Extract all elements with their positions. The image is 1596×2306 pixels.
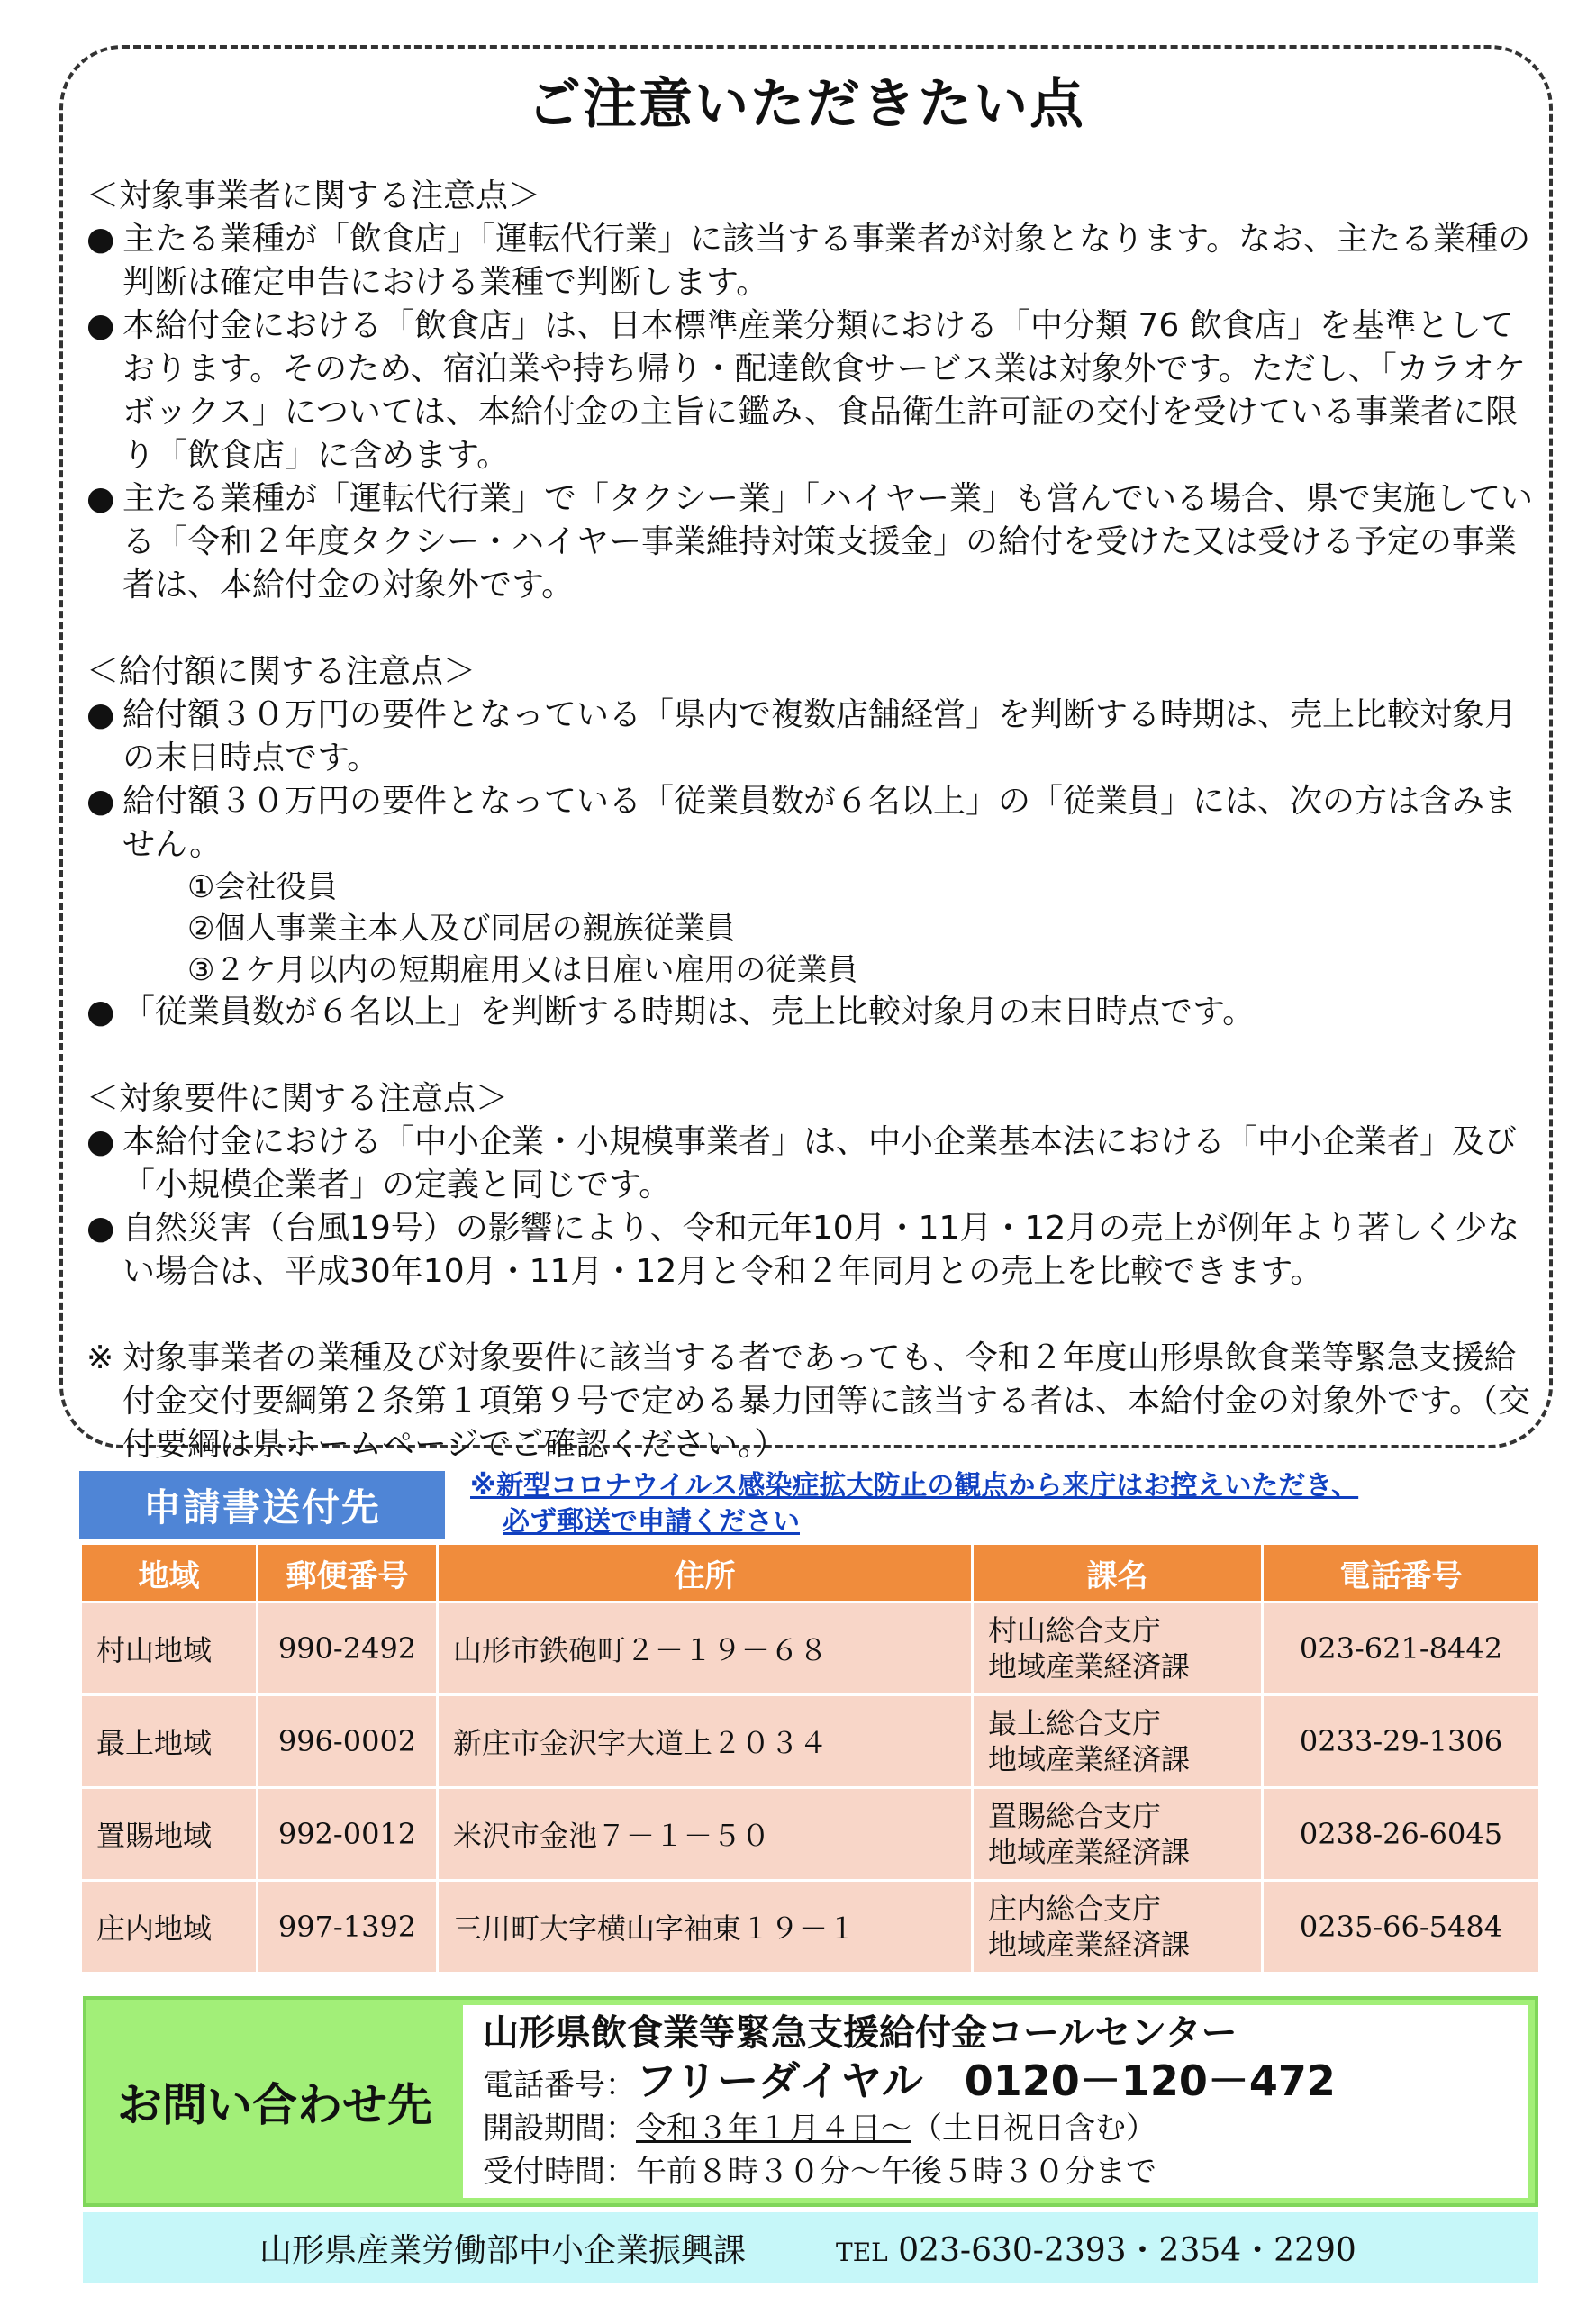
col-header-zip: 郵便番号 xyxy=(258,1544,438,1602)
mail-notice xyxy=(470,1468,1461,1540)
table-header-row xyxy=(81,1544,1540,1602)
hours-value: 午前８時３０分～午後５時３０分まで xyxy=(636,2154,1156,2190)
note-item-text: 主たる業種が「運転代行業」で「タクシー業」「ハイヤー業」も営んでいる場合、県で実施している「令和２年度タクシー・ハイヤー事業維持対策支援金」の給付を受けた又は受ける予定の事業者は、本給付金の対象外です。 xyxy=(122,480,1534,604)
note-item xyxy=(86,304,1537,477)
contact-info xyxy=(463,2005,1528,2198)
cell-tel: 0233-29-1306 xyxy=(1263,1695,1540,1788)
bullet-icon: ● xyxy=(86,1210,115,1247)
cell-address: 米沢市金池７－１－５０ xyxy=(438,1788,973,1881)
dept-section: 地域産業経済課 xyxy=(988,1928,1191,1962)
bullet-icon: ● xyxy=(86,994,115,1030)
notes-body xyxy=(86,175,1537,1466)
bullet-icon: ● xyxy=(86,1123,115,1160)
mail-destination-label: 申請書送付先 xyxy=(79,1471,445,1539)
section-heading: ＜対象要件に関する注意点＞ xyxy=(86,1080,509,1117)
note-item-text: 給付額３０万円の要件となっている「従業員数が６名以上」の「従業員」には、次の方は含みません。 xyxy=(122,783,1518,863)
cell-region: 最上地域 xyxy=(81,1695,258,1788)
note-item xyxy=(86,780,1537,867)
cell-region: 庄内地域 xyxy=(81,1881,258,1974)
cell-dept xyxy=(973,1695,1263,1788)
note-item xyxy=(86,218,1537,304)
note-item xyxy=(86,1207,1537,1294)
contact-label: お問い合わせ先 xyxy=(117,2079,432,2131)
dept-office: 最上総合支庁 xyxy=(988,1706,1162,1740)
call-center-name: 山形県飲食業等緊急支援給付金コールセンター xyxy=(483,2012,1238,2054)
mail-notice-line2: 必ず郵送で申請ください xyxy=(503,1506,800,1538)
phone-row xyxy=(483,2056,1528,2107)
tel-number: 023-630-2393・2354・2290 xyxy=(898,2231,1356,2269)
phone-number: フリーダイヤル 0120－120－472 xyxy=(636,2056,1336,2105)
col-header-dept: 課名 xyxy=(973,1544,1263,1602)
sub-item: ③２ケ月以内の短期雇用又は日雇い雇用の従業員 xyxy=(187,952,858,988)
cell-zip: 992-0012 xyxy=(258,1788,438,1881)
hours-label: 受付時間： xyxy=(483,2154,636,2190)
period-label: 開設期間： xyxy=(483,2111,636,2147)
table-row xyxy=(81,1788,1540,1881)
bullet-icon: ● xyxy=(86,221,115,258)
disclaimer-note xyxy=(86,1337,1537,1466)
bullet-icon: ● xyxy=(86,783,115,820)
dept-office: 庄内総合支庁 xyxy=(988,1892,1162,1926)
dept-office: 置賜総合支庁 xyxy=(988,1799,1162,1833)
period-row xyxy=(483,2107,1528,2150)
dept-section: 地域産業経済課 xyxy=(988,1742,1191,1776)
footer-tel xyxy=(836,2225,1356,2271)
cell-zip: 996-0002 xyxy=(258,1695,438,1788)
cell-region: 置賜地域 xyxy=(81,1788,258,1881)
cell-address: 新庄市金沢字大道上２０３４ xyxy=(438,1695,973,1788)
cell-address: 山形市鉄砲町２－１９－６８ xyxy=(438,1602,973,1695)
address-table xyxy=(79,1542,1541,1975)
col-header-region: 地域 xyxy=(81,1544,258,1602)
bullet-icon: ● xyxy=(86,480,115,517)
note-item-text: 本給付金における「中小企業・小規模事業者」は、中小企業基本法における「中小企業者」及び「小規模企業者」の定義と同じです。 xyxy=(122,1123,1518,1203)
phone-label: 電話番号： xyxy=(483,2067,636,2103)
note-item xyxy=(86,694,1537,780)
bullet-icon: ● xyxy=(86,307,115,344)
note-item-text: 給付額３０万円の要件となっている「県内で複数店舗経営」を判断する時期は、売上比較対象月の末日時点です。 xyxy=(122,696,1518,776)
note-mark: ※ xyxy=(86,1339,114,1376)
cell-zip: 990-2492 xyxy=(258,1602,438,1695)
section-heading: ＜給付額に関する注意点＞ xyxy=(86,653,476,690)
cell-tel: 0238-26-6045 xyxy=(1263,1788,1540,1881)
table-row xyxy=(81,1695,1540,1788)
note-item xyxy=(86,477,1537,607)
cell-tel: 023-621-8442 xyxy=(1263,1602,1540,1695)
note-item xyxy=(86,1121,1537,1207)
col-header-address: 住所 xyxy=(438,1544,973,1602)
dept-office: 村山総合支庁 xyxy=(988,1613,1162,1648)
footer-dept: 山形県産業労働部中小企業振興課 xyxy=(259,2231,747,2269)
notes-box xyxy=(59,45,1553,1463)
cell-tel: 0235-66-5484 xyxy=(1263,1881,1540,1974)
bullet-icon: ● xyxy=(86,696,115,733)
dept-section: 地域産業経済課 xyxy=(988,1649,1191,1684)
table-row xyxy=(81,1881,1540,1974)
col-header-tel: 電話番号 xyxy=(1263,1544,1540,1602)
note-item xyxy=(86,991,1537,1034)
cell-dept xyxy=(973,1788,1263,1881)
section-heading: ＜対象事業者に関する注意点＞ xyxy=(86,177,541,214)
cell-address: 三川町大字横山字袖東１９－１ xyxy=(438,1881,973,1974)
note-item-text: 主たる業種が「飲食店」「運転代行業」に該当する事業者が対象となります。なお、主たる業種の判断は確定申告における業種で判断します。 xyxy=(122,221,1531,301)
cell-dept xyxy=(973,1602,1263,1695)
disclaimer-text: 対象事業者の業種及び対象要件に該当する者であっても、令和２年度山形県飲食業等緊急支援給付金交付要綱第２条第１項第９号で定める暴力団等に該当する者は、本給付金の対象外です。（交付要綱は県ホームページでご確認ください。） xyxy=(122,1339,1531,1463)
sub-item: ②個人事業主本人及び同居の親族従業員 xyxy=(187,911,736,947)
cell-region: 村山地域 xyxy=(81,1602,258,1695)
note-item-text: 「従業員数が６名以上」を判断する時期は、売上比較対象月の末日時点です。 xyxy=(122,994,1256,1030)
hours-row xyxy=(483,2150,1528,2193)
cell-dept xyxy=(973,1881,1263,1974)
period-value: 令和３年１月４日～ xyxy=(636,2111,911,2147)
dept-section: 地域産業経済課 xyxy=(988,1835,1191,1869)
period-note: （土日祝日含む） xyxy=(911,2111,1156,2147)
table-row xyxy=(81,1602,1540,1695)
mail-notice-line1: ※新型コロナウイルス感染症拡大防止の観点から来庁はお控えいただき、 xyxy=(470,1470,1359,1502)
cell-zip: 997-1392 xyxy=(258,1881,438,1974)
note-item-text: 自然災害（台風19号）の影響により、令和元年10月・11月・12月の売上が例年より著しく少ない場合は、平成30年10月・11月・12月と令和２年同月との売上を比較できます。 xyxy=(122,1210,1520,1290)
sub-item: ①会社役員 xyxy=(187,869,338,905)
contact-box xyxy=(83,1996,1538,2207)
footer xyxy=(83,2212,1538,2283)
note-item-text: 本給付金における「飲食店」は、日本標準産業分類における「中分類 76 飲食店」を基準としております。そのため、宿泊業や持ち帰り・配達飲食サービス業は対象外です。ただし、「カラオケボックス」については、本給付金の主旨に鑑み、食品衛生許可証の交付を受けている事業者に限り「飲食店」に含めます。 xyxy=(122,307,1527,474)
tel-label: TEL xyxy=(836,2237,888,2267)
notes-title: ご注意いただきたい点 xyxy=(527,73,1085,136)
